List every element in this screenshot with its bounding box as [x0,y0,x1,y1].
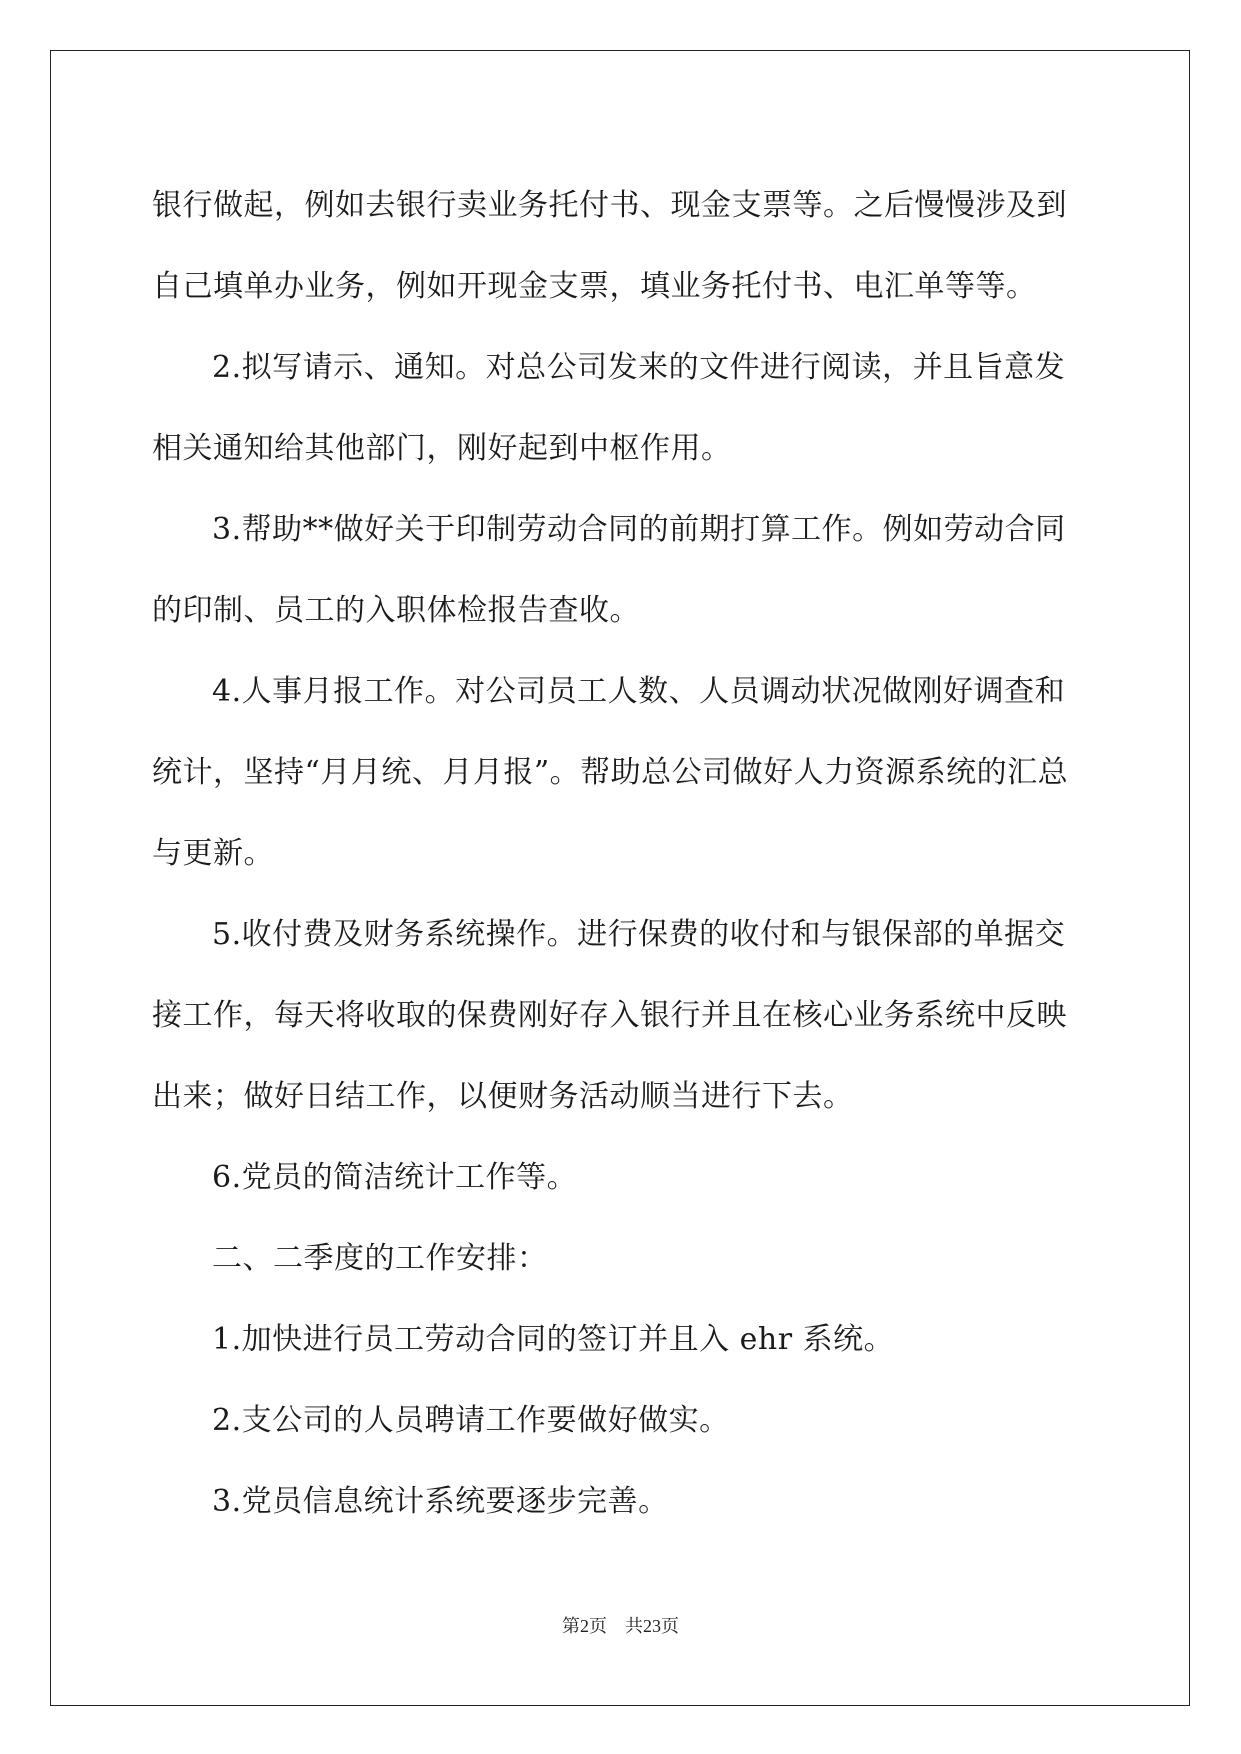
text-line-10: 5.收付费及财务系统操作。进行保费的收付和与银保部的单据交 [212,917,1066,952]
text-line-3: 2.拟写请示、通知。对总公司发来的文件进行阅读，并且旨意发 [212,350,1066,385]
text-line-12: 出来；做好日结工作，以便财务活动顺当进行下去。 [152,1079,854,1114]
text-line-16: 2.支公司的人员聘请工作要做好做实。 [212,1403,730,1438]
text-line-9: 与更新。 [152,836,274,871]
section-heading: 二、二季度的工作安排： [212,1241,548,1276]
text-line-11: 接工作，每天将收取的保费刚好存入银行并且在核心业务系统中反映 [152,998,1067,1033]
text-line-5: 3.帮助**做好关于印制劳动合同的前期打算工作。例如劳动合同 [212,512,1066,547]
text-line-8: 统计，坚持“月月统、月月报”。帮助总公司做好人力资源系统的汇总 [152,755,1069,790]
document-body [152,165,1092,1542]
text-line-6: 的印制、员工的入职体检报告查收。 [152,593,640,628]
text-line-13: 6.党员的简洁统计工作等。 [212,1160,578,1195]
text-line-2: 自己填单办业务，例如开现金支票，填业务托付书、电汇单等等。 [152,269,1037,304]
text-line-1: 银行做起，例如去银行卖业务托付书、现金支票等。之后慢慢涉及到 [152,188,1067,223]
page-number-footer: 第2页 共23页 [562,1616,679,1636]
text-line-17: 3.党员信息统计系统要逐步完善。 [212,1484,669,1519]
text-line-4: 相关通知给其他部门，刚好起到中枢作用。 [152,431,732,466]
text-line-7: 4.人事月报工作。对公司员工人数、人员调动状况做刚好调查和 [212,674,1066,709]
text-line-15: 1.加快进行员工劳动合同的签订并且入 ehr 系统。 [212,1322,895,1357]
